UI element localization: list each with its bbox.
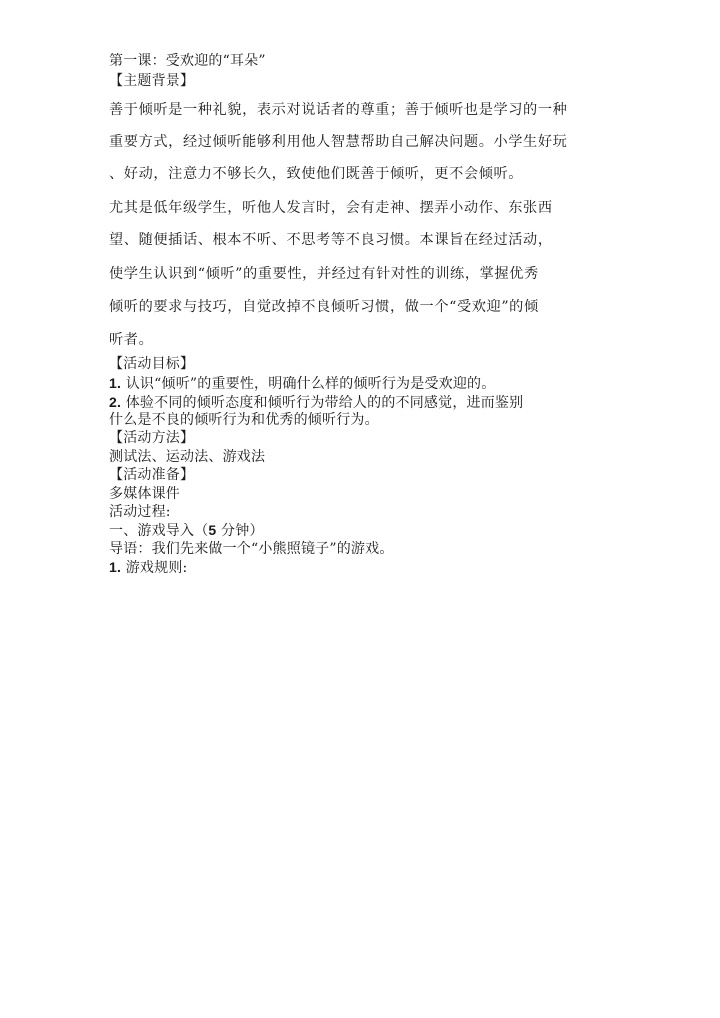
goals-heading: 【活动目标】 bbox=[109, 356, 195, 372]
prep-text: 多媒体课件 bbox=[109, 486, 180, 502]
intro-text: 导语：我们先来做一个“小熊照镜子”的游戏。 bbox=[109, 541, 394, 557]
background-line-3: 、好动，注意力不够长久，致使他们既善于倾听，更不会倾听。 bbox=[109, 166, 524, 182]
goal-1 bbox=[109, 374, 495, 393]
background-line-2: 重要方式，经过倾听能够利用他人智慧帮助自己解决问题。小学生好玩 bbox=[109, 134, 568, 150]
goal-1-number: 1. bbox=[109, 375, 122, 391]
part-one-prefix: 一、游戏导入（ bbox=[109, 523, 209, 539]
background-line-8: 听者。 bbox=[109, 332, 154, 348]
background-line-6: 使学生认识到“倾听”的重要性，并经过有针对性的训练，掌握优秀 bbox=[109, 266, 539, 282]
lesson-title: 第一课：受欢迎的“耳朵” bbox=[109, 53, 266, 69]
part-one-suffix: 分钟） bbox=[216, 523, 264, 539]
goal-2-text: 体验不同的倾听态度和倾听行为带给人的的不同感觉，进而鉴别 bbox=[125, 395, 524, 411]
background-heading: 【主题背景】 bbox=[109, 73, 195, 89]
process-label: 活动过程: bbox=[109, 504, 171, 520]
rule-1 bbox=[109, 558, 187, 577]
background-line-7: 倾听的要求与技巧，自觉改掉不良倾听习惯，做一个“受欢迎”的倾 bbox=[109, 299, 539, 315]
goal-2-number: 2. bbox=[109, 394, 122, 410]
part-one-heading bbox=[109, 521, 264, 540]
goal-2 bbox=[109, 393, 523, 412]
goal-2-continued: 什么是不良的倾听行为和优秀的倾听行为。 bbox=[109, 412, 379, 428]
part-one-minutes: 5 bbox=[208, 522, 217, 538]
rule-1-text: 游戏规则: bbox=[125, 560, 188, 576]
methods-text: 测试法、运动法、游戏法 bbox=[109, 449, 266, 465]
background-line-5: 望、随便插话、根本不听、不思考等不良习惯。本课旨在经过活动， bbox=[109, 232, 553, 248]
prep-heading: 【活动准备】 bbox=[109, 467, 195, 483]
rule-1-number: 1. bbox=[109, 559, 122, 575]
methods-heading: 【活动方法】 bbox=[109, 430, 195, 446]
goal-1-text: 认识“倾听”的重要性，明确什么样的倾听行为是受欢迎的。 bbox=[125, 376, 496, 392]
background-line-4: 尤其是低年级学生，听他人发言时，会有走神、摆弄小动作、东张西 bbox=[109, 200, 553, 216]
background-line-1: 善于倾听是一种礼貌，表示对说话者的尊重；善于倾听也是学习的一种 bbox=[109, 102, 568, 118]
